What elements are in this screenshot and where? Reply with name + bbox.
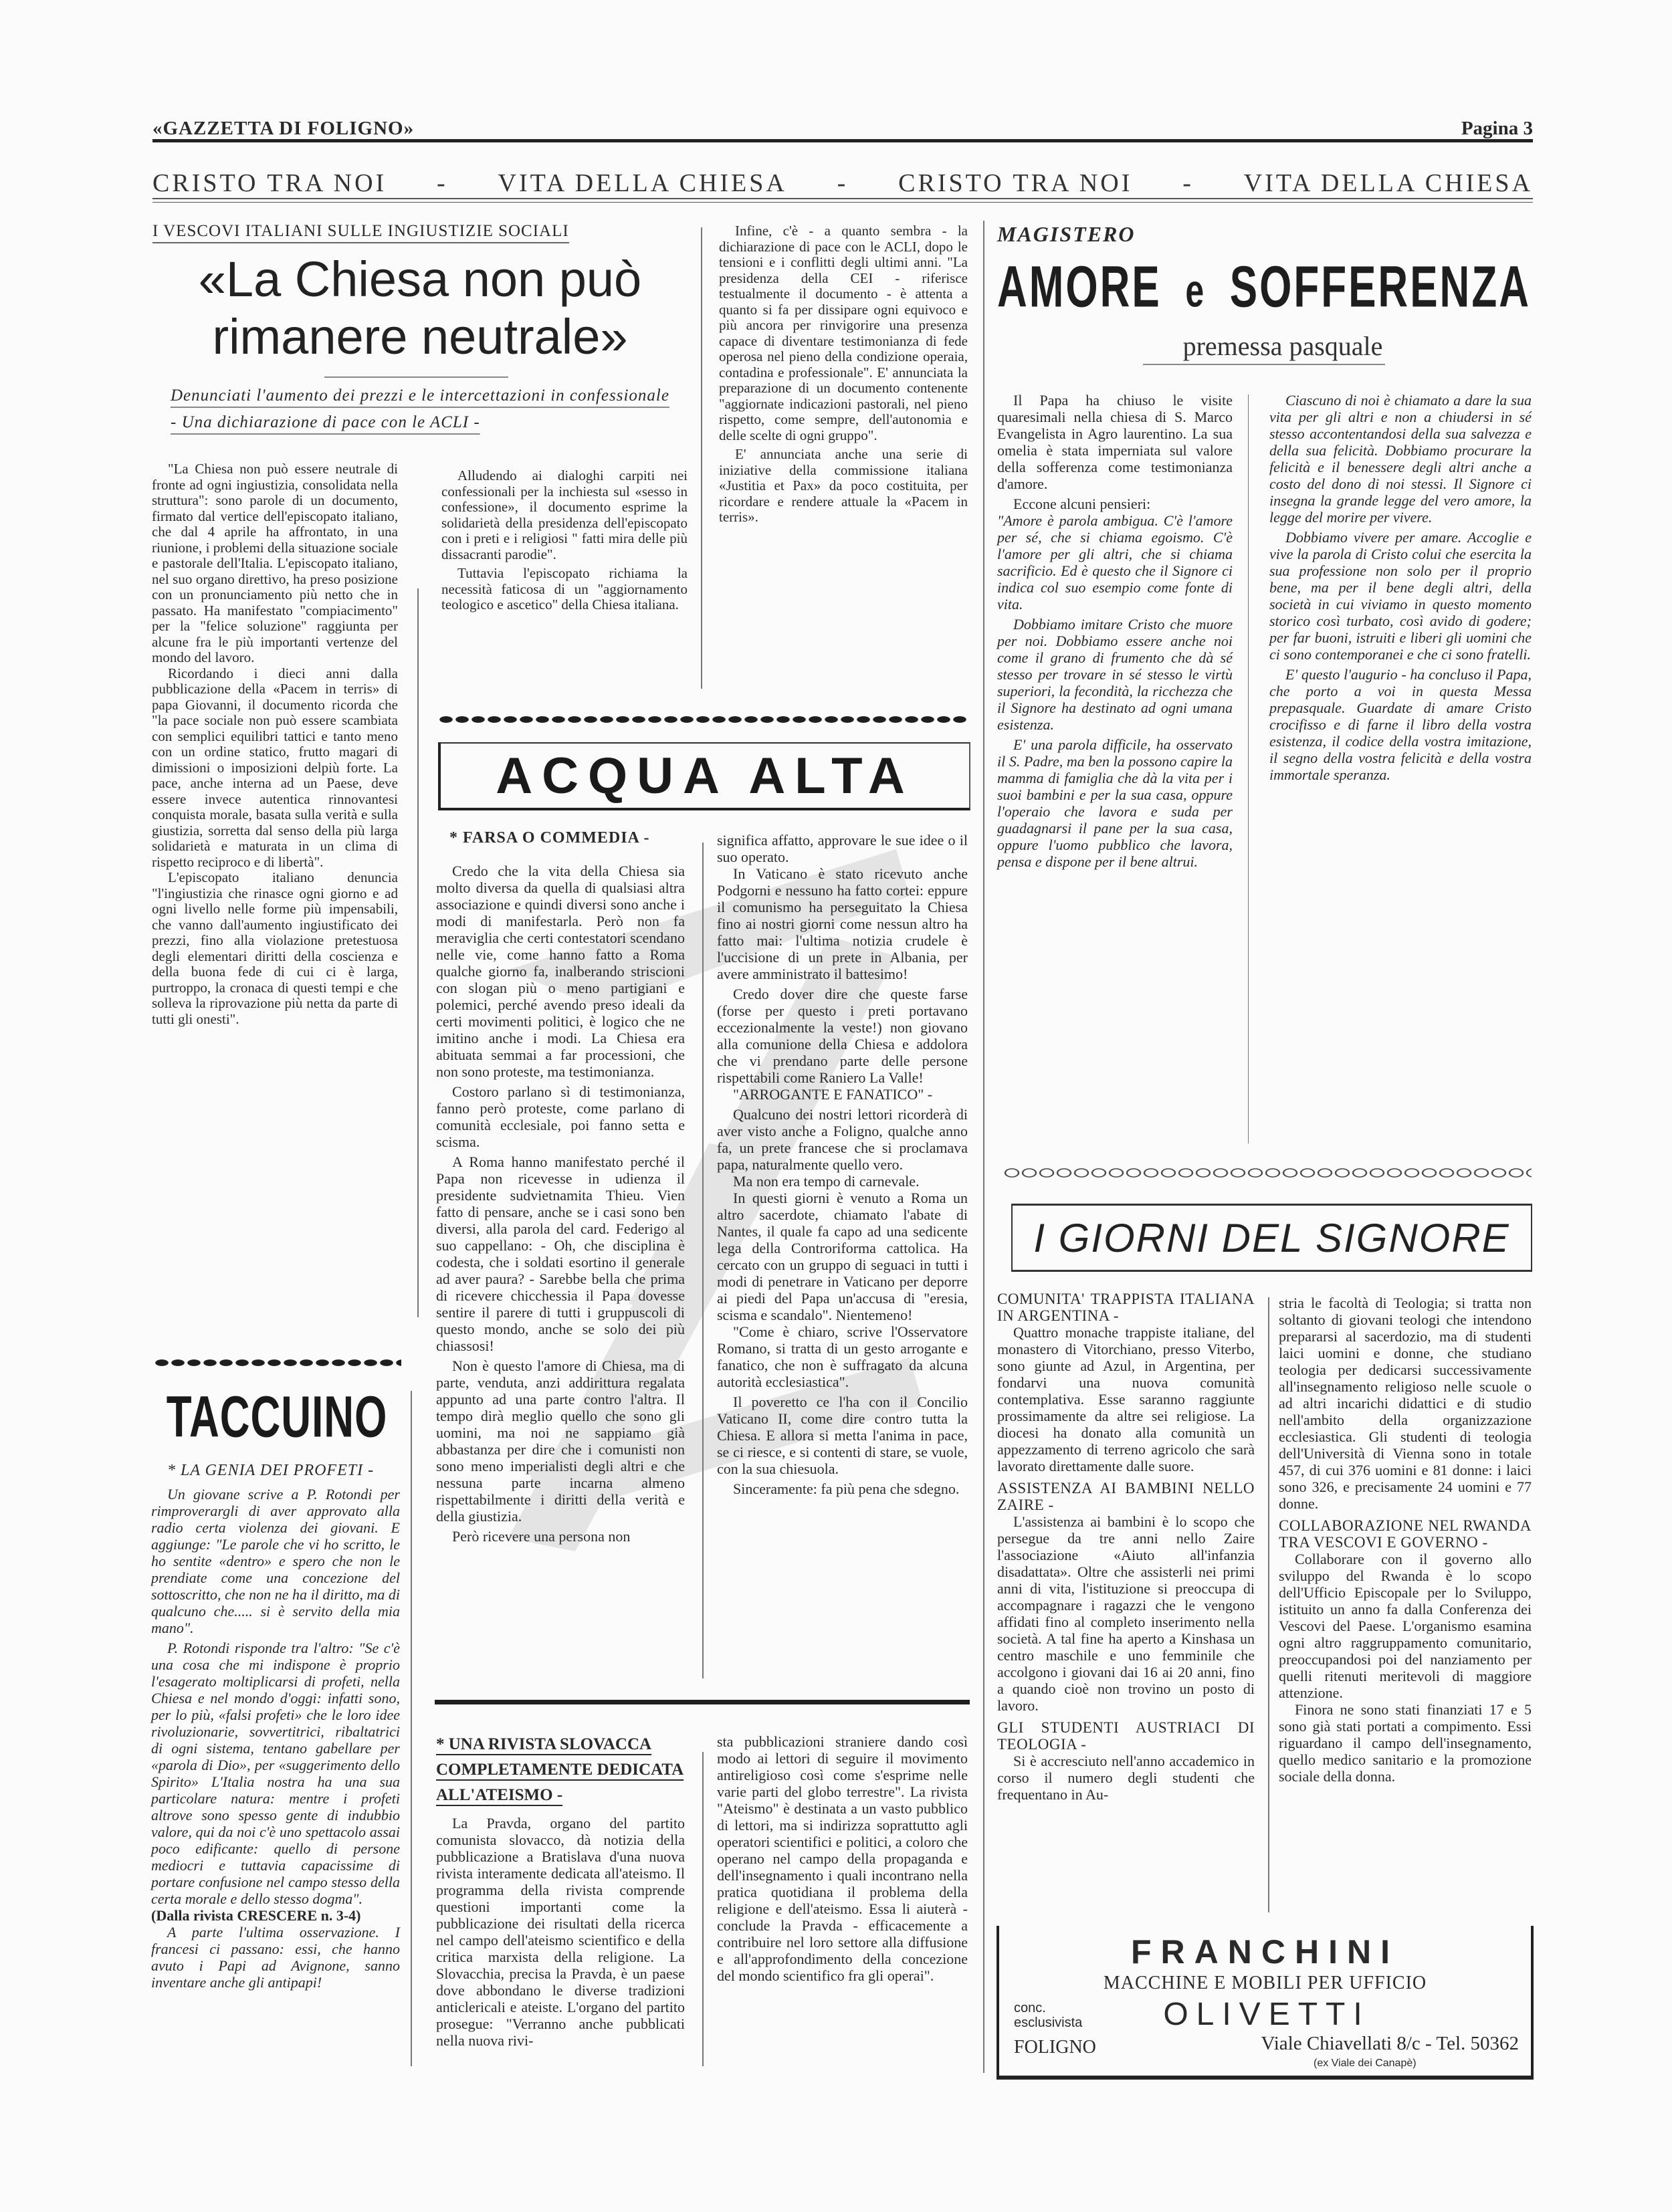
taccuino-title: TACCUINO: [166, 1385, 388, 1450]
paragraph: In questi giorni è venuto a Roma un altro sacerdote, chiamato l'abate di Nantes, il quale fa capo ad una sedicente lega della Controriforma cattolica. Ha cercato con un gruppo di seguaci in tutti i modi di penetrare in Vaticano per deporre ai piedi del Papa un'accusa di "eresia, scisma e scandalo". Nientemeno!: [717, 1190, 968, 1323]
news-item-heading: COLLABORAZIONE NEL RWANDA TRA VESCOVI E GOVERNO -: [1279, 1517, 1532, 1551]
paragraph: Un giovane scrive a P. Rotondi per rimproverargli di aver approvato alla radio certa violenza dei giovani. E aggiunge: "Le parole che vi ho scritto, le ho sentite «dentro» e spero che non le prendiate come una concezione del sottoscritto, che non ne ha il diritto, ma di qualcuno che..... si è servito della mia mano".: [151, 1486, 400, 1636]
paragraph: "Amore è parola ambigua. C'è l'amore per sé, che si chiama egoismo. C'è l'amore per gli altri, che si chiama sacrificio. Ed è questo che il Signore ci indica col suo esempio come fonte di vita.: [997, 512, 1233, 613]
paragraph: L'episcopato italiano denuncia "l'ingiustizia che rinasce ogni giorno e ad ogni livello nelle forme più impensabili, che vanno dall'aumento ingiustificato dei prezzi, fino alla violazione pretestuosa degli elementari diritti della coscienza e della buona fede di cui ci è larga, purtroppo, la cronaca di questi tempi e che solleva la riprovazione più netta da parte di tutti gli onesti".: [152, 869, 398, 1027]
paragraph: "La Chiesa non può essere neutrale di fronte ad ogni ingiustizia, consolidata nella struttura": sono parole di un documento, firmato dal vertice dell'episcopato italiano, che dal 4 aprile ha affrontato, in una riunione, i problemi della situazione sociale e pastorale dell'Italia. L'episcopato italiano, nel suo organo direttivo, ha preso posizione con un pronunciamento più netto che in passato. Ha manifestato "compiacimento" per la "felice soluzione" raggiunta per alcune fra le più importanti vertenze del mondo del lavoro.: [152, 461, 398, 665]
banner-segment: CRISTO TRA NOI: [898, 169, 1133, 197]
news-item-heading: COMUNITA' TRAPPISTA ITALIANA IN ARGENTINA -: [997, 1291, 1255, 1324]
paragraph: E' annunciata anche una serie di iniziative della commissione italiana «Justitia et Pax» da poco costituita, per ricordare e rendere attuale la «Pacem in terris».: [719, 446, 968, 525]
paragraph: Non è questo l'amore di Chiesa, ma di parte, venduta, anzi addirittura regalata appunto ad una parte contro l'altra. Il tempo dirà meglio quello che sono gli uomini, ma noi ne sappiamo già abbastanza per dire che i comunisti non sono meno imperialisti degli altri e che nessuna parte incarna almeno rispettabilmente i diritti della verità e della giustizia.: [436, 1357, 685, 1525]
giorni-title: I GIORNI DEL SIGNORE: [1033, 1215, 1510, 1260]
paragraph: Infine, c'è - a quanto sembra - la dichiarazione di pace con le ACLI, dopo le tensioni e i conflitti degli ultimi anni. "La presidenza della CEI - riferisce testualmente il documento - è attenta a quanto si fa per dissipare ogni equivoco e più ancora per rinvigorire una presenza capace di diventare testimonianza di fede operosa nel pieno della condizione operaia, contadina e professionale". E' annunciata la preparazione di un documento contenente "aggiornate indicazioni pastorali, nel pieno rispetto, come sempre, dell'autonomia e delle scelte di ogni gruppo".: [719, 223, 968, 443]
column-divider: [411, 1391, 412, 2066]
article-headline: [152, 251, 688, 366]
paragraph: Ciascuno di noi è chiamato a dare la sua vita per gli altri e non a chiudersi in sé stesso accontentandosi della sua salvezza e della sua felicità. Dobbiamo procurare la felicità e il benessere degli altri anche a costo del dono di noi stessi. Il Signore ci insegna la grande legge del vero amore, la legge del morire per vivere.: [1269, 392, 1532, 526]
article-column: [436, 1815, 685, 2049]
advertisement-franchini: [997, 1926, 1534, 2080]
paragraph: Alludendo ai dialoghi carpiti nei confessionali per la inchiesta sul «sesso in confessione», il documento esprime la solidarietà della presidenza dell'episcopato con i preti e i religiosi " fatti mira delle più dissacranti parodie".: [441, 467, 688, 562]
source-credit: (Dalla rivista CRESCERE n. 3-4): [151, 1907, 361, 1924]
paragraph: Quattro monache trappiste italiane, del monastero di Vitorchiano, presso Viterbo, sono giunte ad Azul, in Argentina, per fondarvi una nuova comunità contemplativa. Esse saranno raggiunte prossimamente da altre sei religiose. La diocesi ha donato alla comunità un appezzamento di terreno agricolo che sarà lavorato direttamente dalle suore.: [997, 1324, 1255, 1474]
paragraph: Tuttavia l'episcopato richiama la necessità faticosa di un "aggiornamento teologico e ascetico" della Chiesa italiana.: [441, 565, 688, 613]
paragraph: E' questo l'augurio - ha concluso il Papa, che porto a voi in questa Messa prepasquale. Guardate di amare Cristo crocifisso e di farne il libro della vostra esistenza, il codice della vostra imitazione, il segno della vostra felicità e della vostra immortale speranza.: [1269, 666, 1532, 783]
article-column: [997, 1285, 1255, 1803]
paragraph: A Roma hanno manifestato perché il Papa non ricevesse in udienza il presidente sudvietnamita Thieu. Vien fatto di pensare, anche se i casi sono ben diversi, alla parola del card. Federigo al suo cappellano: - Oh, che disciplina è codesta, che i soldati esortino il generale ad aver paura? - Sarebbe bella che prima di ricevere chicchessia il Papa dovesse sentire il parere di tutti i gruppuscoli di questo mondo, anche se solo dei più chiassosi!: [436, 1153, 685, 1354]
headline-word: e: [1185, 264, 1207, 317]
article-column: [152, 461, 398, 1027]
banner-separator: -: [837, 169, 849, 197]
section-banner: [152, 169, 1533, 198]
ad-address: Viale Chiavellati 8/c - Tel. 50362: [1261, 2033, 1519, 2054]
section-rule: [435, 1700, 970, 1704]
paragraph: "Come è chiaro, scrive l'Osservatore Romano, si tratta di un gesto arrogante e fanatico, che non è suffragato da alcuna autorità ecclesiastica".: [717, 1323, 968, 1390]
article-column: [441, 468, 688, 613]
article-subtitle: [997, 330, 1531, 362]
article-kicker: I VESCOVI ITALIANI SULLE INGIUSTIZIE SOCIALI: [152, 222, 569, 243]
subtitle-text: premessa pasquale: [1143, 331, 1386, 365]
section-heading: * LA GENIA DEI PROFETI -: [167, 1462, 375, 1479]
section-heading: * FARSA O COMMEDIA -: [449, 829, 650, 847]
paragraph: Ma non era tempo di carnevale.: [733, 1173, 920, 1190]
paragraph: In Vaticano è stato ricevuto anche Podgorni e nessuno ha fatto cortei: eppure il comunismo ha perseguitato la Chiesa fino ai nostri giorni come nessun altro ha fatto mai: l'ultima notizia crudele è l'uccisione di un prete in Albania, per avere amministrato il battesimo!: [717, 865, 968, 982]
paragraph: L'assistenza ai bambini è lo scopo che persegue da tre anni nello Zaire l'associazione «Aiuto all'infanzia disadattata». Oltre che assisterli nei primi anni di vita, l'istituzione si preoccupa di accompagnare i ragazzi che le vengono affidati fino al completo inserimento nella società. A tal fine ha aperto a Kinshasa un centro maschile e uno femminile che accolgono i giovani dai 16 ai 20 anni, fino a quando cioè non trovino un posto di lavoro.: [997, 1513, 1255, 1714]
paragraph: Però ricevere una persona non: [452, 1528, 631, 1545]
headline-line: rimanere neutrale»: [212, 309, 628, 364]
article-subtitle: Denunciati l'aumento dei prezzi e le intercettazioni in confessionale - Una dichiarazione di pace con le ACLI -: [171, 386, 669, 431]
ornamental-rule: [438, 715, 966, 724]
paragraph: Ricordando i dieci anni dalla pubblicazione della «Pacem in terris» di papa Giovanni, il documento ricorda che "la pace sociale non può essere scambiata con semplici equilibri tattici e tanto meno con un ordine statico, frutto magari di dimissioni o imposizioni delpiù forte. La pace, anche interna ad un Paese, deve essere invece autentica rinnovantesi conquista morale, basata sulla verità e sulla giustizia, sorretta dal senso della più larga solidarietà e maturata in un clima di rispetto reciproco e di libertà".: [152, 665, 398, 870]
ad-brand: FRANCHINI: [1131, 1933, 1399, 1971]
slovacca-left-column: [436, 1732, 685, 2049]
paragraph: Credo che la vita della Chiesa sia molto diversa da quella di qualsiasi altra associazione e quindi diversi sono anche i modi di manifestarla. Però non fa meraviglia che certi contestatori scendano nelle vie, come hanno fatto a Roma qualche giorno fa, inalberando striscioni con slogan più o meno partigiani e polemici, perché avendo preso ideali da certi movimenti politici, è logico che ne imitino anche i modi. La Chiesa era abituata semmai a far processioni, che non sono proteste, ma testimonianza.: [436, 863, 685, 1080]
headline-word: SOFFERENZA: [1229, 255, 1531, 320]
column-divider: [702, 1752, 704, 2066]
banner-separator: -: [437, 169, 448, 197]
article-heading: * UNA RIVISTA SLOVACCA COMPLETAMENTE DEDICATA ALL'ATEISMO -: [436, 1735, 684, 1804]
news-item-heading: GLI STUDENTI AUSTRIACI DI TEOLOGIA -: [997, 1719, 1255, 1753]
acqua-alta-title: ACQUA ALTA: [496, 747, 914, 804]
article-column: [1269, 392, 1532, 783]
column-divider: [1268, 1297, 1269, 1912]
headline-word: AMORE: [997, 255, 1162, 320]
paragraph: Il poveretto ce l'ha con il Concilio Vaticano II, come dire contro tutta la Chiesa. E allora si metta l'anima in pace, se ci riesce, e si contenti di stare, se vuole, con la sua chiesuola.: [717, 1394, 968, 1477]
header-rule: [152, 139, 1533, 142]
paragraph: sta pubblicazioni straniere dando così modo ai lettori di seguire il movimento antireligioso così come s'esprime nelle varie parti del globo terrestre". La rivista "Ateismo" è destinata a un vasto pubblico di lettori, ma si indirizza soprattutto agli operatori scientifici e politici, a coloro che operano nel campo della propaganda e dell'insegnamento i quali incontrano nella pratica quotidiana il problema della religione e dell'ateismo. Essa li aiuterà - conclude la Pravda - efficacemente a contribuire nel loro settore alla diffusione e all'approfondimento della concezione del mondo scientifico fra gli operai".: [717, 1733, 968, 1984]
paragraph: A parte l'ultima osservazione. I francesi ci passano: essi, che hanno avuto i Papi ad Avignone, sanno inventare anche gli antipapi!: [151, 1924, 400, 1991]
ad-dealer-note: conc. esclusivista: [1014, 2001, 1083, 2030]
banner-segment: VITA DELLA CHIESA: [1243, 169, 1533, 197]
paragraph: Qualcuno dei nostri lettori ricorderà di aver visto anche a Foligno, qualche anno fa, un prete francese che si proclamava papa, naturalmente quello vero.: [717, 1106, 968, 1173]
paragraph: Dobbiamo imitare Cristo che muore per noi. Dobbiamo essere anche noi come il grano di frumento che dà sé stesso per trovare in sé stesso le virtù superiori, la fecondità, la ricchezza che il Signore ha destinato ad ogni umana esistenza.: [997, 616, 1233, 733]
banner-segment: CRISTO TRA NOI: [152, 169, 387, 197]
headline-line: «La Chiesa non può: [198, 251, 642, 307]
giorni-title-box: [1011, 1204, 1532, 1272]
paragraph: significa affatto, approvare le sue idee o il suo operato.: [717, 832, 968, 865]
paragraph: P. Rotondi risponde tra l'altro: "Se c'è una cosa che mi indispone è proprio l'esagerato moltiplicarsi di profeti, nella Chiesa e nel mondo d'oggi: infatti sono, per lo più, «falsi profeti» che le loro idee rivoluzionarie, sovvertitrici, ribaltatrici di ogni sistema, tentano gabellare per «parola di Dio», per «suggerimento dello Spirito» L'Italia nostra ha una sua particolare natura: mentre i profeti altrove sono spesso gente di indubbio valore, qui da noi c'è uno spettacolo assai poco edificante: quello di persone mediocri e tuttavia capacissime di portare confusione nel campo stesso della certa morale e dello stesso dogma".: [151, 1640, 400, 1907]
article-headline: [997, 254, 1531, 320]
paragraph: Dobbiamo vivere per amare. Accoglie e vive la parola di Cristo colui che esercita la sua professione non solo per il proprio bene, ma per il bene degli altri, della società in cui viviamo in questo momento storico così turbato, così avido di godere; per far buoni, istruiti e liberi gli uomini che ci sono contemporanei e che ci sono fratelli.: [1269, 529, 1532, 663]
article-column: [436, 863, 685, 1545]
article-column: [719, 223, 968, 526]
ad-tagline: MACCHINE E MOBILI PER UFFICIO: [1103, 1973, 1427, 1993]
article-column: [997, 392, 1233, 870]
page-number: Pagina 3: [1461, 118, 1533, 139]
paragraph: Si è accresciuto nell'anno accademico in corso il numero degli studenti che frequentano in Au-: [997, 1753, 1255, 1803]
column-divider: [983, 221, 984, 2073]
headline-rule: [324, 376, 508, 378]
article-column: [1279, 1295, 1532, 1785]
article-column: [151, 1486, 400, 1991]
column-divider: [1248, 395, 1249, 1143]
paragraph: Finora ne sono stati finanziati 17 e 5 sono già stati portati a compimento. Essi riguardano il campo dell'insegnamento, quello medico sanitario e la promozione sociale della donna.: [1279, 1701, 1532, 1785]
paragraph: Il Papa ha chiuso le visite quaresimali nella chiesa di S. Marco Evangelista in Agro laurentino. La sua omelia è stata imperniata sul valore della sofferenza come testimonianza d'amore.: [997, 392, 1233, 492]
banner-separator: -: [1182, 169, 1194, 197]
paragraph: Eccone alcuni pensieri:: [1013, 495, 1151, 512]
banner-rule: [152, 198, 1533, 199]
paragraph: E' una parola difficile, ha osservato il S. Padre, ma ben la possono capire la mamma di famiglia che dà la vita per i suoi bambini e per la sua casa, oppure l'operaio che lavora e suda per guadagnarsi il pane per la sua casa, oppure l'uomo pubblico che lavora, pensa e dispone per il bene altrui.: [997, 736, 1233, 870]
paragraph: stria le facoltà di Teologia; si tratta non soltanto di giovani teologi che intendono prepararsi al sacerdozio, ma di studenti laici uomini e donne, che studiano teologia per dedicarsi successivamente all'insegnamento religioso nelle scuole o ad altri incarichi didattici e di studio nell'ambito della organizzazione ecclesiastica. Gli studenti di teologia dell'Università di Vienna sono in totale 457, di cui 376 uomini e 81 donne: i laici sono 326, e precisamente 24 uomini e 77 donne.: [1279, 1295, 1532, 1512]
acqua-alta-box: [438, 742, 970, 810]
article-kicker: MAGISTERO: [997, 222, 1136, 246]
article-column: [717, 1733, 968, 1984]
news-item-heading: ASSISTENZA AI BAMBINI NELLO ZAIRE -: [997, 1480, 1255, 1513]
article-column: [717, 832, 968, 1497]
paragraph: Credo dover dire che queste farse (forse per questo i preti portavano eccezionalmente la veste!) non giovano alla comunione della Chiesa e addolora che vi prendano parte delle persone rispettabili come Raniero La Valle!: [717, 986, 968, 1086]
ornamental-rule: [154, 1359, 401, 1367]
paragraph: Sinceramente: fa più pena che sdegno.: [733, 1480, 960, 1497]
ad-former-address: (ex Viale dei Canapè): [1314, 2058, 1417, 2069]
column-divider: [417, 588, 419, 1317]
banner-rule: [152, 202, 1533, 203]
banner-segment: VITA DELLA CHIESA: [498, 169, 787, 197]
column-divider: [702, 843, 704, 1678]
ornamental-chain-rule: [1003, 1168, 1532, 1178]
newspaper-name: «GAZZETTA DI FOLIGNO»: [152, 118, 415, 139]
paragraph: Collaborare con il governo allo sviluppo del Rwanda è lo scopo dell'Ufficio Episcopale per lo Sviluppo, istituito un anno fa dalla Conferenza dei Vescovi del Paese. L'organismo esamina ogni altro raggruppamento comunitario, preoccupandosi poi del nanziamento per quelli ritenuti meritevoli di maggiore attenzione.: [1279, 1551, 1532, 1701]
paragraph: La Pravda, organo del partito comunista slovacco, dà notizia della pubblicazione a Bratislava d'una nuova rivista interamente dedicata all'ateismo. Il programma della rivista comprende questioni importanti come la pubblicazione dei risultati della ricerca nel campo dell'ateismo scientifico e della critica marxista della religione. La Slovacchia, precisa la Pravda, è un paese dove abbondano le diverse tradizioni anticlericali e ateiste. L'organo del partito prosegue: "Verranno anche pubblicati nella nuova rivi-: [436, 1815, 685, 2049]
column-divider: [701, 227, 702, 689]
ad-product: OLIVETTI: [1163, 1997, 1370, 2032]
paragraph: Costoro parlano sì di testimonianza, fanno però proteste, come parlano di comunità ecclesiale, poi fanno setta e scisma.: [436, 1083, 685, 1150]
ad-city: FOLIGNO: [1014, 2037, 1096, 2058]
paragraph: "ARROGANTE E FANATICO" -: [733, 1086, 933, 1103]
